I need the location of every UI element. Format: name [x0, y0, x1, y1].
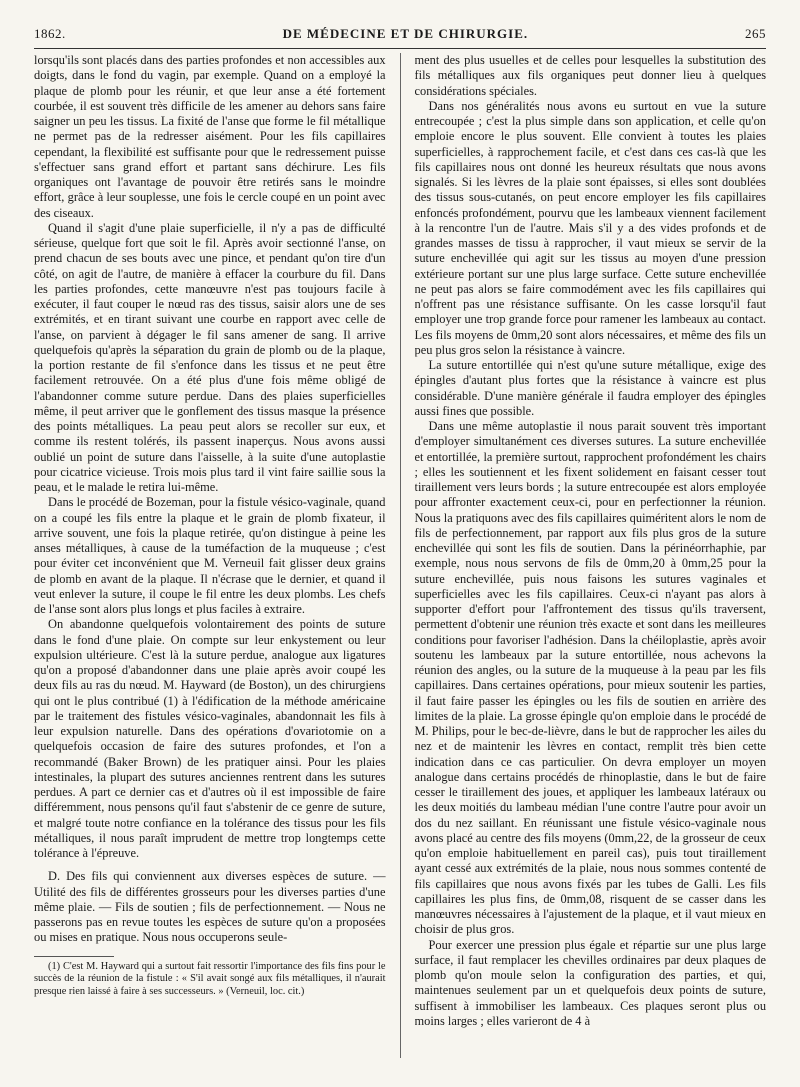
page-number: 265 [744, 26, 766, 41]
paragraph: lorsqu'ils sont placés dans des parties profondes et non accessibles aux doigts, dans le fond du vagin, par exemple. Quand on a employé la plaque de plomb pour les réunir, et que leur anse a été fortement courbée, il est souvent très difficile de les amener au dehors sans faire saigner un peu les tissus. La fixité de l'anse que forme le fil métallique ne permet pas de la redresser aisément. Pour les fils capillaires cependant, la flexibilité est suffisante pour que le redressement puisse s'effectuer sans grand effort et partant sans déchirure. Les fils organiques ont l'avantage de pouvoir être retirés sans le moindre effort, grâce à leur souplesse, une fois le cercle coupé en un point avec des ciseaux. [34, 53, 386, 220]
footnote-rule [34, 956, 114, 957]
paragraph: ment des plus usuelles et de celles pour lesquelles la substitution des fils métalliques aux fils organiques peut donner lieu à quelques considérations spéciales. [414, 53, 767, 98]
section-heading-paragraph: D. Des fils qui conviennent aux diverses espèces de suture. — Utilité des fils de différentes grosseurs pour les diverses parties d'une même plaie. — Fils de soutien ; fils de perfectionnement. — Nous ne passerons pas en revue toutes les espèces de suture qu'on a proposées ou mises en pratique. Nous nous occuperons seule- [34, 869, 386, 945]
header-title: DE MÉDECINE ET DE CHIRURGIE. [282, 26, 529, 41]
paragraph: La suture entortillée qui n'est qu'une suture métallique, exige des épingles d'autant plus fortes que la résistance à vaincre est plus considérable. D'une manière générale il faudra employer des épingles aussi fines que possible. [414, 358, 767, 418]
paragraph: On abandonne quelquefois volontairement des points de suture dans le fond d'une plaie. On compte sur leur enkystement ou leur expulsion ultérieure. C'est là la suture perdue, analogue aux ligatures qu'on a proposé d'abandonner dans une plaie après avoir coupé les deux fils au ras du nœud. M. Hayward (de Boston), un des chirurgiens qui ont le plus contribué (1) à l'édification de la méthode américaine par le traitement des fistules vésico-vaginales, abandonnait les fils à leur expulsion naturelle. Dans des opérations d'ovariotomie on a quelquefois occasion de faire des sutures profondes, et l'on a recommandé (Baker Brown) de les pratiquer ainsi. Pour les plaies intestinales, la plupart des sutures anciennes rentrent dans les sutures perdues. A part ce dernier cas et d'autres où il est impossible de faire différemment, nous pensons qu'il faut s'abstenir de ce genre de suture, et malgré toute notre confiance en la tolérance des tissus pour les fils métalliques, il nous paraît imprudent de mettre trop longtemps cette tolérance à l'épreuve. [34, 617, 386, 860]
header-rule [34, 48, 766, 49]
paragraph: Pour exercer une pression plus égale et répartie sur une plus large surface, il faut remplacer les chevilles ordinaires par deux plaques de plomb qu'on moule selon la configuration des parties, et qui, maintenues seulement par un et quelquefois deux points de suture, suffisent à immobiliser les lambeaux. Ces plaques seront plus ou moins larges ; elles varieront de 4 à [414, 937, 767, 1028]
paragraph: Dans nos généralités nous avons eu surtout en vue la suture entrecoupée ; c'est la plus simple dans son application, et celle qu'on emploie encore le plus souvent. Elle convient à toutes les plaies superficielles, à rapprochement facile, et c'est dans ces cas-là que les fils capillaires nous ont donné les heureux résultats que nous avons signalés. Si les lèvres de la plaie sont épaisses, si elles sont doublées des tissus sous-cutanés, on peut encore employer les fils capillaires enfoncés profondément, pourvu que les lambeaux viennent facilement à la rencontre l'un de l'autre. Mais s'il y a des vides profonds et de grandes masses de tissu à rapprocher, il vaut mieux se servir de la suture enchevillée qui agit sur les tissus au moyen d'une pression extérieure portant sur une plus large surface. Cette suture enchevillée ne peut pas alors se faire commodément avec les fils capillaires qui n'offrent pas une résistance suffisante. On les casse lorsqu'il faut employer une trop grande force pour ramener les lambeaux au contact. Les fils moyens de 0mm,20 sont alors nécessaires, et même des fils un peu plus gros selon la résistance à vaincre. [414, 98, 767, 357]
paragraph: Quand il s'agit d'une plaie superficielle, il n'y a pas de difficulté sérieuse, quelque fort que soit le fil. Après avoir sectionné l'anse, on prend chacun de ses bouts avec une pince, et pendant qu'on tire d'un côté, on agit de l'autre, de manière à effacer la courbure du fil. Dans les parties profondes, cette manœuvre n'est pas toujours facile à exécuter, il faut couper le nœud ras des tissus, saisir alors une de ses extrémités, et en tirant suivant une courbe en rapport avec celle de l'anse, on parvient à dégager le fil sans amener de sang. Il arrive quelquefois qu'après la séparation du grain de plomb ou de la plaque, la portion restante de fil s'enfonce dans les tissus et ne peut être facilement retrouvée. On a été plus d'une fois même obligé de l'abandonner comme suture perdue. Dans des plaies superficielles même, il peut arriver que le gonflement des tissus masque la présence des points métalliques. La peau peut alors se recoller sur eux, et comme ils restent tolérés, ils passent inaperçus. Nous avons aussi oublié un point de suture dans l'aisselle, à la suite d'une autoplastie pour cicatrice vicieuse. Trois mois plus tard il vint faire saillie sous la peau, et le malade le retira lui-même. [34, 220, 386, 494]
right-column [415, 53, 767, 1058]
two-column-body [34, 53, 766, 1058]
left-column [34, 53, 386, 1058]
column-divider [400, 53, 401, 1058]
footnote: (1) C'est M. Hayward qui a surtout fait ressortir l'importance des fils fins pour le succès de la réunion de la fistule : « S'il avait songé aux fils métalliques, il n'aurait presque rien laissé à faire à ses successeurs. » (Verneuil, loc. cit.) [34, 960, 386, 997]
header-year: 1862. [34, 26, 66, 41]
paragraph: Dans une même autoplastie il nous parait souvent très important d'employer simultanément ces diverses sutures. La suture enchevillée et entortillée, la première surtout, rapprochent profondément les chairs ; elles les soutiennent et les fixent solidement en faisant cesser tout tiraillement vers leurs bords ; la suture entrecoupée est alors employée pour affronter exactement ceux-ci, pour en perfectionner la réunion. Nous la pratiquons avec des fils capillaires quiméritent alors le nom de fils de perfectionnement, par rapport aux fils plus gros de la suture enchevillée qui sont les fils de soutien. Dans la périnéorrhaphie, par exemple, nous nous servons de fils de 0mm,20 à 0mm,25 pour la suture enchevillée, puis nous faisons les sutures vaginales et superficielles avec les fils capillaires. Ceux-ci n'ayant pas alors à supporter d'effort pour l'affrontement des tissus qu'ils traversent, permettent d'obtenir une réunion très exacte et sont dans les meilleures conditions pour favoriser l'adhésion. Dans la chéiloplastie, après avoir soutenu les lambeaux par la suture entortillée, nous achevons la réunion des angles, ou la suture de la muqueuse à la peau par les fils capillaires. Dans certaines opérations, pour mieux soutenir les parties, il faut faire passer les épingles ou les fils de soutien en arrière des limites de la plaie. La grosse épingle qu'on emploie dans le procédé de M. Philips, pour le bec-de-lièvre, dans le but de rapprocher les ailes du nez et de maintenir les lèvres en contact, remplit très bien cette indication dans ce cas particulier. On devra employer un moyen analogue dans certains procédés de rhinoplastie, dans le but de faire cesser le tiraillement des joues, et appliquer les lambeaux latéraux ou les deux moitiés du lambeau médian l'une contre l'autre pour avoir un dos du nez saillant. En réunissant une fistule vésico-vaginale nous avons placé au centre des fils moyens (0mm,22, de la grosseur de ceux qu'on emploie habituellement en pareil cas), puis tout tiraillement ayant cessé aux extrémités de la plaie, nous nous sommes contenté de fils capillaires que nous avons fixés par les tubes de Galli. Les fils capillaires les plus fins, de 0mm,08, risquent de se casser dans les manœuvres nécessaires à l'ajustement de la plaque, et il vaut mieux en choisir de plus gros. [414, 419, 767, 937]
running-header [34, 26, 766, 42]
paragraph: Dans le procédé de Bozeman, pour la fistule vésico-vaginale, quand on a coupé les fils entre la plaque et le grain de plomb fixateur, il arrive souvent, une fois la plaque retirée, qu'on distingue à peine les anses métalliques, à cause de la tuméfaction de la muqueuse ; c'est pour éviter cet inconvénient que M. Verneuil fait glisser deux grains de plomb en avant de la plaque. Il n'écrase que le dernier, et quand il veut enlever la suture, il coupe le fil entre les deux plombs. Les chefs de l'anse sont alors plus longs et plus faciles à extraire. [34, 495, 386, 616]
